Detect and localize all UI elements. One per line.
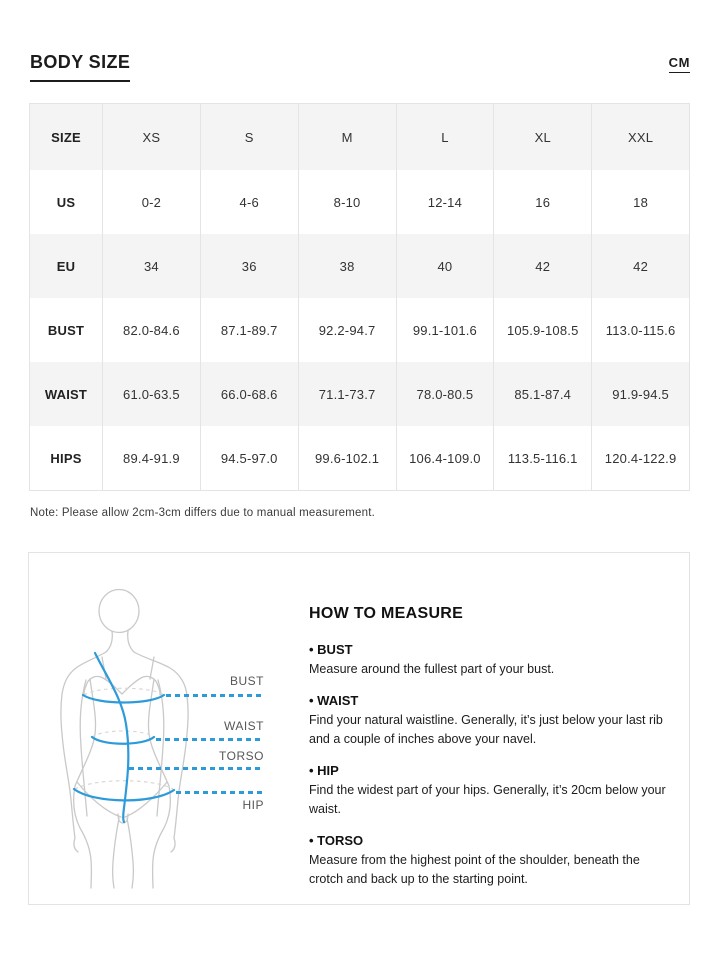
table-cell: 113.0-115.6	[591, 298, 689, 362]
table-cell: 106.4-109.0	[396, 426, 494, 490]
table-cell: XXL	[591, 104, 689, 170]
waist-pointer-line	[156, 738, 264, 741]
table-cell: 18	[591, 170, 689, 234]
table-cell: 92.2-94.7	[298, 298, 396, 362]
table-cell: M	[298, 104, 396, 170]
table-row	[30, 170, 689, 234]
figure-label-bust: BUST	[229, 674, 264, 688]
table-cell: S	[200, 104, 298, 170]
row-header: US	[56, 194, 76, 210]
table-cell: 8-10	[298, 170, 396, 234]
page-title: BODY SIZE	[30, 52, 130, 82]
measure-description: Measure from the highest point of the shoulder, beneath the crotch and back up to the starting point.	[309, 853, 640, 886]
table-cell: 71.1-73.7	[298, 362, 396, 426]
table-row	[30, 362, 689, 426]
table-row	[30, 234, 689, 298]
bust-pointer-line	[166, 694, 264, 697]
table-cell: 94.5-97.0	[200, 426, 298, 490]
measure-item-bust	[309, 642, 671, 679]
table-cell: 82.0-84.6	[102, 298, 200, 362]
table-cell: XS	[102, 104, 200, 170]
row-header: WAIST	[44, 386, 88, 402]
table-cell: 120.4-122.9	[591, 426, 689, 490]
table-row	[30, 426, 689, 490]
figure-label-torso: TORSO	[219, 749, 264, 763]
body-figure-illustration	[46, 576, 286, 906]
measure-item-waist	[309, 693, 671, 749]
measurement-note: Note: Please allow 2cm-3cm differs due to manual measurement.	[30, 507, 376, 519]
figure-label-waist: WAIST	[223, 719, 264, 733]
table-cell: 99.1-101.6	[396, 298, 494, 362]
table-cell: 4-6	[200, 170, 298, 234]
table-cell: 66.0-68.6	[200, 362, 298, 426]
measure-term: • HIP	[309, 763, 671, 778]
table-cell: 78.0-80.5	[396, 362, 494, 426]
table-cell: 42	[591, 234, 689, 298]
measure-term: • WAIST	[309, 693, 671, 708]
measure-description: Find the widest part of your hips. Generally, it’s 20cm below your waist.	[309, 783, 666, 816]
table-cell: 89.4-91.9	[102, 426, 200, 490]
body-size-table	[29, 103, 690, 491]
table-cell: 99.6-102.1	[298, 426, 396, 490]
table-cell: 0-2	[102, 170, 200, 234]
measure-description: Measure around the fullest part of your bust.	[309, 662, 555, 676]
table-cell: 61.0-63.5	[102, 362, 200, 426]
table-cell: 34	[102, 234, 200, 298]
hip-pointer-line	[176, 791, 264, 794]
row-header: EU	[56, 258, 76, 274]
table-cell: XL	[493, 104, 591, 170]
measure-item-hip	[309, 763, 671, 819]
how-to-measure-panel	[28, 552, 690, 905]
torso-pointer-line	[129, 767, 264, 770]
row-header: BUST	[47, 322, 85, 338]
figure-label-hip: HIP	[242, 798, 264, 812]
table-cell: 40	[396, 234, 494, 298]
table-cell: 16	[493, 170, 591, 234]
table-cell: 38	[298, 234, 396, 298]
table-cell: 85.1-87.4	[493, 362, 591, 426]
table-cell: 12-14	[396, 170, 494, 234]
table-cell: 91.9-94.5	[591, 362, 689, 426]
unit-toggle-cm[interactable]: CM	[669, 55, 690, 73]
table-cell: L	[396, 104, 494, 170]
table-row	[30, 298, 689, 362]
table-cell: 105.9-108.5	[493, 298, 591, 362]
table-cell: 113.5-116.1	[493, 426, 591, 490]
row-header: HIPS	[50, 450, 82, 466]
measure-heading: HOW TO MEASURE	[309, 605, 464, 622]
measure-instructions	[309, 605, 671, 903]
measure-term: • BUST	[309, 642, 671, 657]
measure-item-torso	[309, 833, 671, 889]
measure-term: • TORSO	[309, 833, 671, 848]
measure-description: Find your natural waistline. Generally, it’s just below your last rib and a couple of inches above your navel.	[309, 713, 663, 746]
row-header: SIZE	[51, 129, 81, 145]
table-cell: 42	[493, 234, 591, 298]
table-cell: 87.1-89.7	[200, 298, 298, 362]
table-row	[30, 104, 689, 170]
table-cell: 36	[200, 234, 298, 298]
